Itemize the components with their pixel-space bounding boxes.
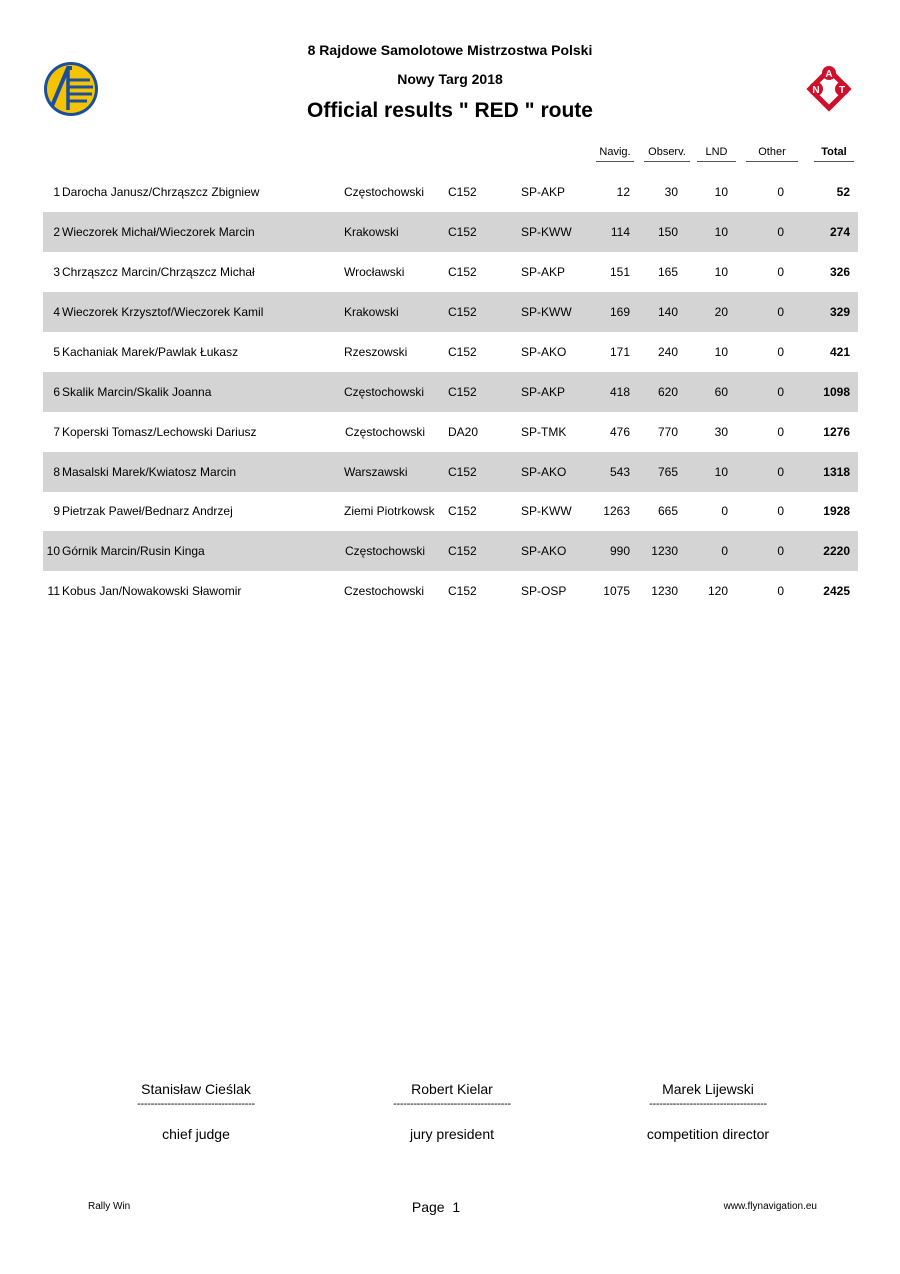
rank: 5 (53, 345, 60, 359)
observ-score: 665 (657, 504, 678, 518)
registration: SP-AKO (521, 465, 567, 479)
observ-score: 1230 (651, 544, 678, 558)
other-score: 0 (777, 584, 784, 598)
total-score: 52 (836, 185, 850, 199)
lnd-score: 20 (714, 305, 728, 319)
total-score: 1276 (823, 425, 850, 439)
table-row (43, 452, 858, 492)
lnd-score: 10 (714, 225, 728, 239)
lnd-score: 0 (721, 544, 728, 558)
navig-score: 418 (609, 385, 630, 399)
observ-score: 1230 (651, 584, 678, 598)
rank: 10 (46, 544, 60, 558)
plane: C152 (448, 185, 477, 199)
signature-role-competition-director: competition director (646, 1126, 770, 1142)
other-score: 0 (777, 385, 784, 399)
navig-score: 990 (609, 544, 630, 558)
observ-score: 620 (657, 385, 678, 399)
total-score: 2425 (823, 584, 850, 598)
total-score: 1928 (823, 504, 850, 518)
other-score: 0 (777, 465, 784, 479)
logo-letter-t: T (838, 85, 846, 96)
registration: SP-AKP (521, 185, 566, 199)
rank: 6 (53, 385, 60, 399)
table-row (43, 332, 858, 372)
other-score: 0 (777, 185, 784, 199)
navig-score: 171 (609, 345, 630, 359)
club: Częstochowski (345, 544, 426, 558)
table-row (43, 172, 858, 212)
footer-website: www.flynavigation.eu (723, 1201, 817, 1212)
club: Ziemi Piotrkowsk (344, 504, 435, 518)
observ-score: 240 (657, 345, 678, 359)
plane: C152 (448, 584, 477, 598)
total-score: 274 (829, 225, 850, 239)
registration: SP-AKP (521, 385, 566, 399)
signature-role-jury-president: jury president (409, 1126, 495, 1142)
signature-line: ----------------------------------- (393, 1098, 511, 1110)
total-score: 329 (829, 305, 850, 319)
club: Częstochowski (345, 425, 426, 439)
navig-score: 169 (609, 305, 630, 319)
plane: C152 (448, 225, 477, 239)
observ-score: 30 (664, 185, 678, 199)
rank: 1 (53, 185, 60, 199)
lnd-score: 10 (714, 465, 728, 479)
plane: DA20 (448, 425, 479, 439)
rank: 3 (53, 265, 60, 279)
navig-score: 114 (610, 225, 630, 239)
signature-line: ----------------------------------- (137, 1098, 255, 1110)
signature-role-chief-judge: chief judge (162, 1126, 230, 1142)
rank: 8 (53, 465, 60, 479)
plane: C152 (448, 305, 477, 319)
footer-software: Rally Win (88, 1201, 131, 1212)
page-number: Page 1 (411, 1199, 461, 1215)
lnd-score: 0 (721, 504, 728, 518)
col-header-total: Total (814, 146, 854, 162)
club: Krakowski (344, 225, 399, 239)
crew: Koperski Tomasz/Lechowski Dariusz (62, 425, 257, 439)
rank: 7 (53, 425, 60, 439)
crew: Kobus Jan/Nowakowski Sławomir (62, 584, 242, 598)
table-row (43, 571, 858, 611)
crew: Darocha Janusz/Chrząszcz Zbigniew (62, 185, 260, 199)
table-row (43, 292, 858, 332)
other-score: 0 (777, 345, 784, 359)
crew: Pietrzak Paweł/Bednarz Andrzej (62, 504, 233, 518)
club: Rzeszowski (344, 345, 408, 359)
crew: Wieczorek Krzysztof/Wieczorek Kamil (62, 305, 264, 319)
rank: 11 (47, 584, 60, 598)
total-score: 421 (829, 345, 850, 359)
table-row (43, 412, 858, 452)
club: Czestochowski (344, 584, 425, 598)
registration: SP-KWW (521, 504, 572, 518)
navig-score: 1075 (603, 584, 630, 598)
plane: C152 (448, 544, 477, 558)
nat-logo (799, 59, 859, 119)
other-score: 0 (777, 265, 784, 279)
observ-score: 165 (657, 265, 678, 279)
registration: SP-KWW (521, 225, 572, 239)
crew: Kachaniak Marek/Pawlak Łukasz (62, 345, 239, 359)
rank: 2 (53, 225, 60, 239)
observ-score: 140 (657, 305, 678, 319)
observ-score: 765 (657, 465, 678, 479)
club: Częstochowski (344, 185, 425, 199)
rank: 4 (53, 305, 60, 319)
navig-score: 151 (609, 265, 630, 279)
logo-letter-a: A (825, 69, 833, 80)
lnd-score: 60 (714, 385, 728, 399)
crew: Chrząszcz Marcin/Chrząszcz Michał (62, 265, 255, 279)
navig-score: 543 (609, 465, 630, 479)
rank: 9 (53, 504, 60, 518)
plane: C152 (448, 465, 477, 479)
crew: Skalik Marcin/Skalik Joanna (62, 385, 212, 399)
crew: Wieczorek Michał/Wieczorek Marcin (62, 225, 255, 239)
club: Warszawski (344, 465, 408, 479)
total-score: 1098 (823, 385, 850, 399)
club: Częstochowski (344, 385, 425, 399)
observ-score: 770 (657, 425, 678, 439)
signature-name-chief-judge: Stanisław Cieślak (141, 1081, 251, 1097)
total-score: 326 (829, 265, 850, 279)
lnd-score: 120 (707, 584, 728, 598)
lnd-score: 30 (714, 425, 728, 439)
registration: SP-KWW (521, 305, 572, 319)
lnd-score: 10 (714, 345, 728, 359)
signature-line: ----------------------------------- (649, 1098, 767, 1110)
table-row (43, 531, 858, 571)
lnd-score: 10 (714, 265, 728, 279)
event-title: 8 Rajdowe Samolotowe Mistrzostwa Polski (307, 42, 593, 58)
col-header-other: Other (746, 146, 798, 162)
plane: C152 (448, 345, 477, 359)
table-row (43, 372, 858, 412)
crew: Masalski Marek/Kwiatosz Marcin (62, 465, 237, 479)
results-title: Official results " RED " route (307, 99, 593, 122)
other-score: 0 (777, 504, 784, 518)
other-score: 0 (777, 544, 784, 558)
registration: SP-AKO (521, 345, 567, 359)
registration: SP-AKO (521, 544, 567, 558)
crew: Górnik Marcin/Rusin Kinga (62, 544, 205, 558)
navig-score: 476 (609, 425, 630, 439)
table-row (43, 212, 858, 252)
table-row (43, 491, 858, 531)
registration: SP-TMK (521, 425, 567, 439)
total-score: 2220 (823, 544, 850, 558)
registration: SP-OSP (521, 584, 567, 598)
observ-score: 150 (657, 225, 678, 239)
club: Krakowski (344, 305, 399, 319)
navig-score: 1263 (603, 504, 630, 518)
col-header-lnd: LND (697, 146, 736, 162)
signature-name-jury-president: Robert Kielar (411, 1081, 493, 1097)
lnd-score: 10 (714, 185, 728, 199)
signature-name-competition-director: Marek Lijewski (662, 1081, 754, 1097)
total-score: 1318 (823, 465, 850, 479)
logo-letter-n: N (812, 85, 820, 96)
table-row (43, 252, 858, 292)
plane: C152 (448, 265, 477, 279)
location-year: Nowy Targ 2018 (397, 71, 503, 87)
club: Wrocławski (344, 265, 405, 279)
other-score: 0 (777, 305, 784, 319)
other-score: 0 (777, 425, 784, 439)
registration: SP-AKP (521, 265, 566, 279)
plane: C152 (448, 385, 477, 399)
plane: C152 (448, 504, 477, 518)
col-header-navig: Navig. (596, 146, 634, 162)
navig-score: 12 (616, 185, 630, 199)
other-score: 0 (777, 225, 784, 239)
col-header-observ: Observ. (644, 146, 690, 162)
